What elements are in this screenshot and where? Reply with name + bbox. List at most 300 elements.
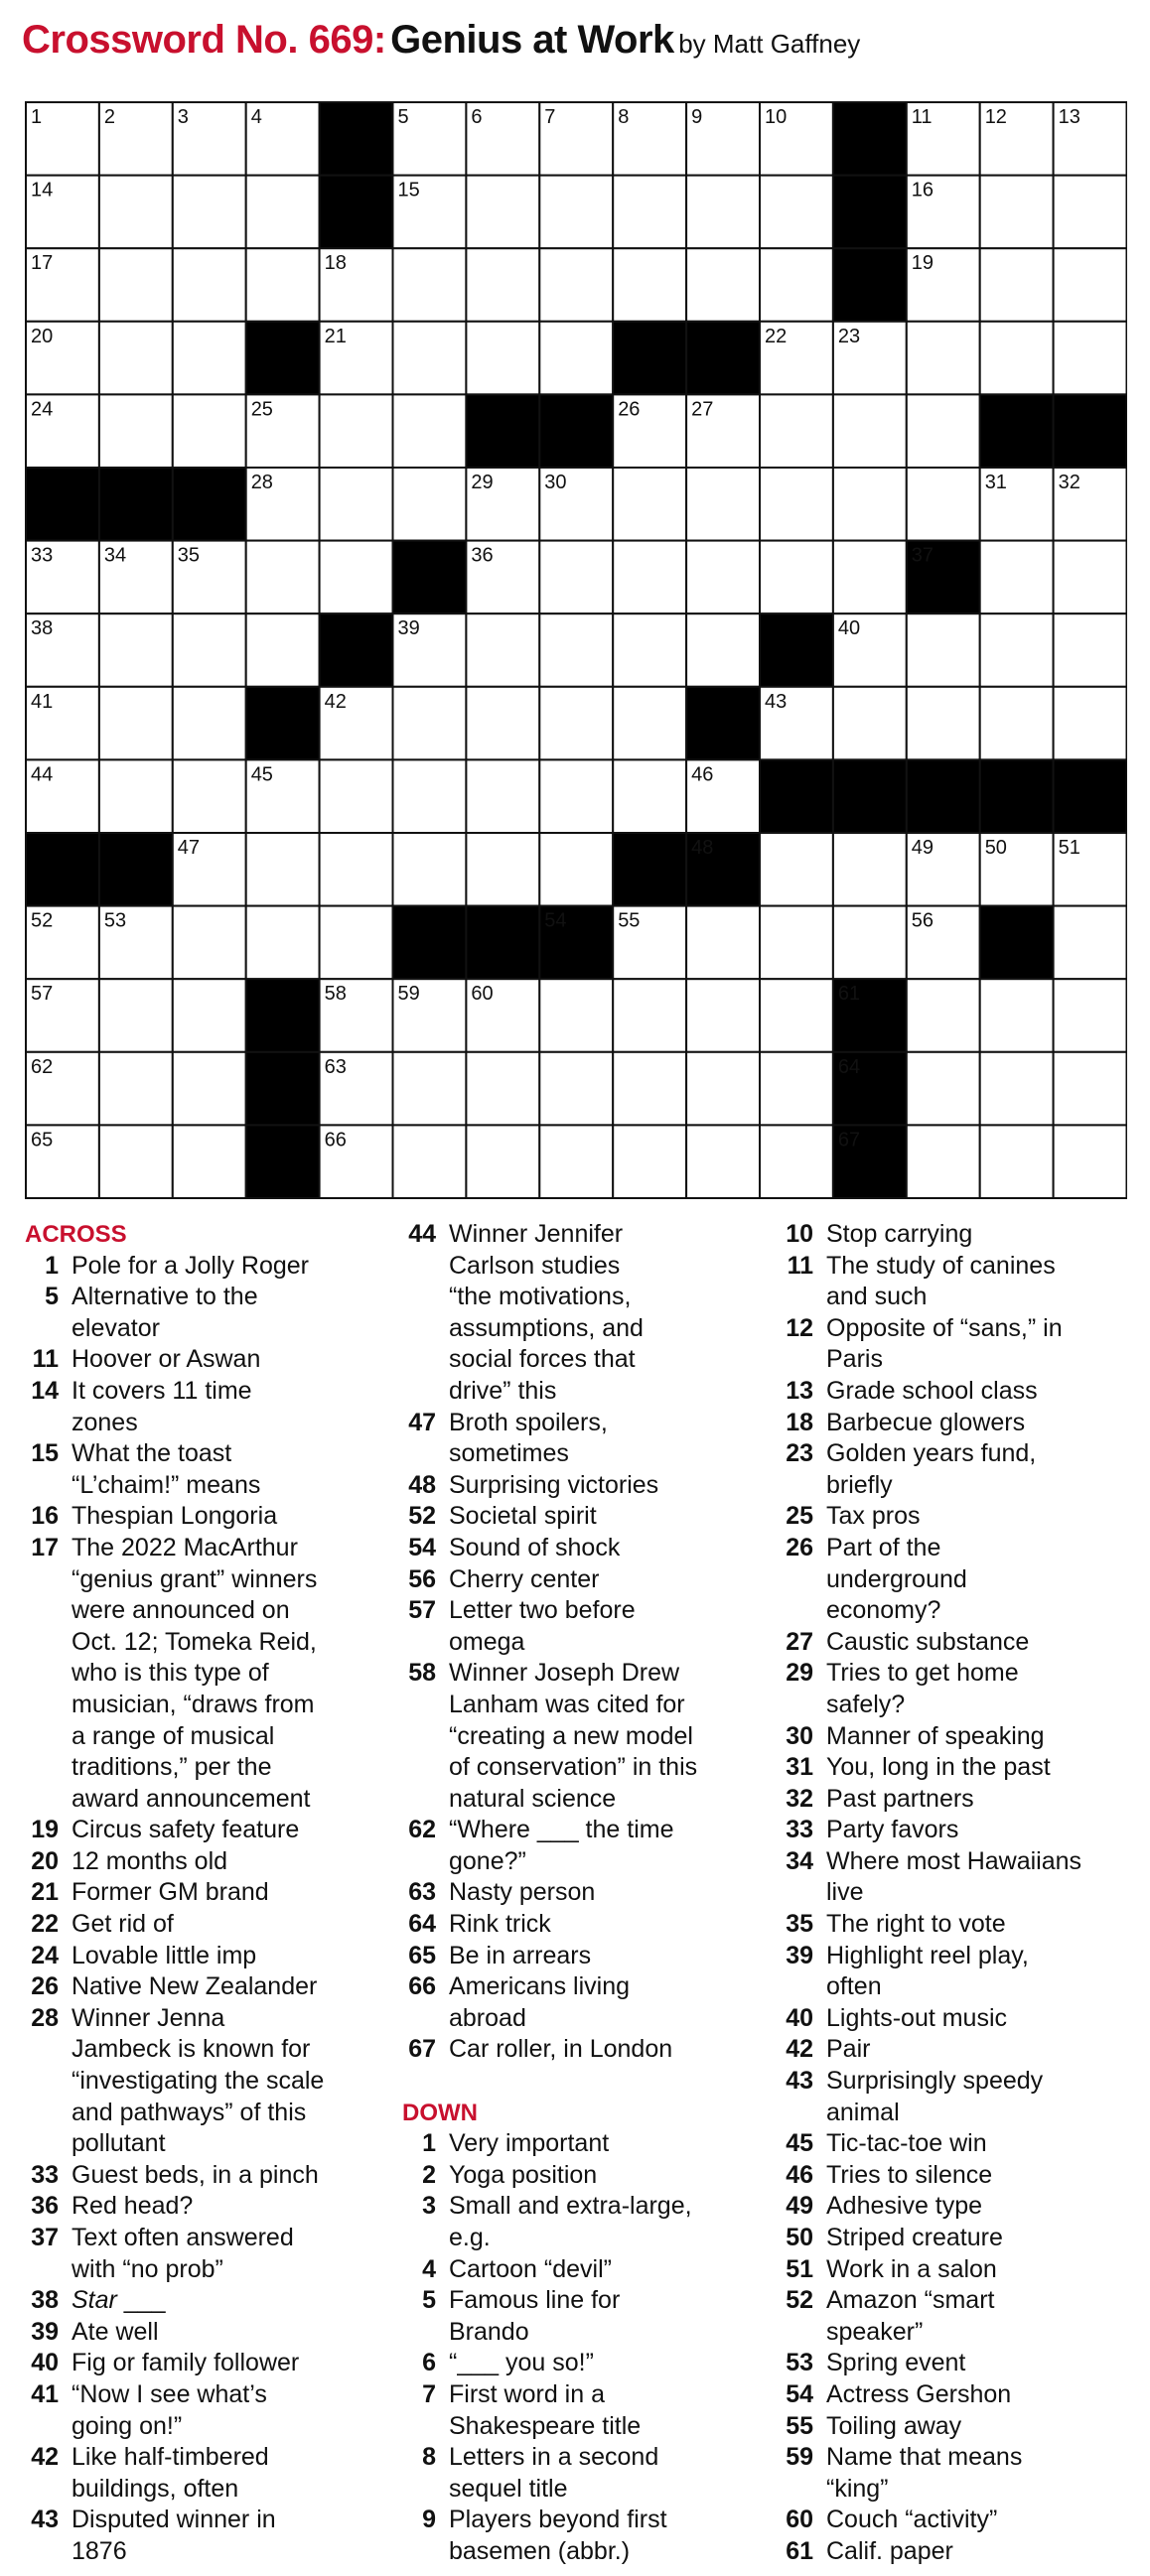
clue <box>780 1941 1145 2003</box>
grid-cell[interactable] <box>466 176 539 249</box>
grid-cell[interactable] <box>99 394 173 468</box>
clue-text-line <box>72 1721 392 1753</box>
clue <box>25 1344 392 1376</box>
grid-cell[interactable] <box>613 979 686 1052</box>
grid-cell[interactable] <box>173 322 246 395</box>
clue-text-line <box>72 1941 392 1972</box>
clue <box>25 2442 392 2505</box>
grid-cell[interactable] <box>320 906 393 980</box>
clue-line-text: basemen (abbr.) <box>449 2536 631 2565</box>
clue-text-line <box>449 1313 770 1345</box>
grid-cell[interactable] <box>760 176 833 249</box>
cell-number: 5 <box>397 106 409 128</box>
clue-text-line <box>72 1815 392 1846</box>
clue-text-line <box>72 2505 392 2536</box>
clue-line-text: Broth spoilers, <box>449 1408 608 1436</box>
grid-cell[interactable] <box>99 1125 173 1198</box>
clue <box>25 2505 392 2567</box>
grid-cell[interactable] <box>99 759 173 833</box>
clue-text-line <box>449 1815 770 1846</box>
clue-number: 29 <box>786 1659 813 1688</box>
clue-text-line <box>449 1971 770 2003</box>
grid-cell[interactable] <box>980 322 1054 395</box>
grid-cell[interactable] <box>613 1052 686 1126</box>
clue-text-line <box>449 1658 770 1690</box>
grid-cell[interactable] <box>99 687 173 760</box>
clue-text-line <box>72 1438 392 1470</box>
clue <box>25 2003 392 2160</box>
grid-cell[interactable] <box>173 1125 246 1198</box>
grid-cell[interactable] <box>173 759 246 833</box>
clue-text-line <box>826 1313 1145 1345</box>
clue-column-2 <box>402 1219 770 2568</box>
clue-text-line <box>449 1595 770 1627</box>
grid-cell[interactable] <box>173 979 246 1052</box>
cell-number: 46 <box>691 763 714 786</box>
clue-text-line <box>72 1877 392 1909</box>
grid-cell[interactable] <box>980 1052 1054 1126</box>
grid-cell[interactable] <box>686 176 760 249</box>
grid-cell[interactable] <box>980 1125 1054 1198</box>
clue <box>780 1784 1145 1816</box>
black-square <box>466 394 539 468</box>
clue-number: 38 <box>31 2286 59 2315</box>
cell-number: 56 <box>911 909 934 932</box>
grid-cell[interactable] <box>539 541 613 614</box>
grid-cell[interactable] <box>1054 322 1127 395</box>
clue-line-text: omega <box>449 1627 525 1656</box>
clue-text-line <box>72 1501 392 1533</box>
grid-cell[interactable] <box>613 468 686 541</box>
black-square <box>686 322 760 395</box>
grid-cell[interactable] <box>833 394 907 468</box>
clue-text-line <box>72 2254 392 2286</box>
grid-cell[interactable] <box>686 468 760 541</box>
clue-line-text: Tries to get home <box>826 1659 1019 1688</box>
grid-cell[interactable] <box>907 468 980 541</box>
clue-line-text: award announcement <box>72 1784 311 1813</box>
grid-cell[interactable] <box>466 759 539 833</box>
grid-cell[interactable] <box>907 1052 980 1126</box>
grid-cell[interactable] <box>686 541 760 614</box>
grid-cell[interactable] <box>980 687 1054 760</box>
grid-cell[interactable] <box>1054 979 1127 1052</box>
clue-text-line <box>72 1470 392 1502</box>
clue-line-text: The 2022 MacArthur <box>72 1533 298 1561</box>
clue <box>25 2379 392 2442</box>
clue-line-text: drive” this <box>449 1376 557 1405</box>
clue <box>780 2191 1145 2223</box>
grid-cell[interactable] <box>466 687 539 760</box>
grid-cell[interactable] <box>393 1052 467 1126</box>
grid-cell[interactable] <box>760 906 833 980</box>
clue-number: 47 <box>408 1408 436 1436</box>
clue-line-text: Shakespeare title <box>449 2411 642 2440</box>
black-square <box>246 1125 320 1198</box>
clue-text-line <box>826 2379 1145 2411</box>
grid-cell[interactable] <box>393 759 467 833</box>
cell-number: 9 <box>691 106 703 128</box>
grid-cell[interactable] <box>539 759 613 833</box>
clue-number: 63 <box>408 1878 436 1907</box>
clue-number: 57 <box>408 1596 436 1625</box>
clue-number: 25 <box>786 1502 813 1531</box>
grid-cell[interactable] <box>539 613 613 687</box>
grid-cell[interactable] <box>466 613 539 687</box>
clue-text-line <box>449 1690 770 1721</box>
clue-number: 33 <box>31 2160 59 2189</box>
cell-number: 22 <box>765 325 788 347</box>
clue-text-line <box>449 1470 770 1502</box>
grid-cell[interactable] <box>980 541 1054 614</box>
clue-text-line <box>449 1752 770 1784</box>
grid-cell[interactable] <box>246 248 320 322</box>
clue-line-text: Golden years fund, <box>826 1439 1037 1468</box>
grid-cell[interactable] <box>539 833 613 906</box>
grid-cell[interactable] <box>466 1125 539 1198</box>
grid-cell[interactable] <box>833 833 907 906</box>
clue-text-line <box>826 1408 1145 1439</box>
grid-cell[interactable] <box>760 1052 833 1126</box>
grid-cell[interactable] <box>613 1125 686 1198</box>
clue-line-text: Manner of speaking <box>826 1721 1045 1750</box>
grid-cell[interactable] <box>393 248 467 322</box>
grid-cell[interactable] <box>246 176 320 249</box>
clue <box>402 2128 770 2160</box>
clue-text-line <box>449 2442 770 2474</box>
clue-text-line <box>826 2536 1145 2568</box>
clue-text-line <box>826 1376 1145 1408</box>
grid-cell[interactable] <box>393 322 467 395</box>
clue-number: 1 <box>422 2129 436 2158</box>
clue <box>402 2442 770 2505</box>
clue-text-line <box>72 2160 392 2192</box>
grid-cell[interactable] <box>320 394 393 468</box>
grid-cell[interactable] <box>393 468 467 541</box>
clue <box>780 2223 1145 2254</box>
clue-number: 17 <box>31 1533 59 1561</box>
clue-text-line <box>449 1438 770 1470</box>
grid-cell[interactable] <box>907 1125 980 1198</box>
grid-cell[interactable] <box>246 613 320 687</box>
clue-number: 42 <box>786 2035 813 2064</box>
clue-line-text: Carlson studies <box>449 1251 621 1280</box>
grid-cell[interactable] <box>686 613 760 687</box>
grid-cell[interactable] <box>393 1125 467 1198</box>
clue-line-text: often <box>826 1972 882 2001</box>
grid-cell[interactable] <box>99 979 173 1052</box>
clue-line-text: were announced on <box>72 1596 290 1625</box>
grid-cell[interactable] <box>99 248 173 322</box>
clue-line-text: Tic-tac-toe win <box>826 2129 987 2158</box>
cell-number: 3 <box>177 106 189 128</box>
clue-line-text: and such <box>826 1283 928 1311</box>
clue-text-line <box>72 1533 392 1564</box>
clue-text-line <box>72 2379 392 2411</box>
clue-text-line <box>449 1344 770 1376</box>
clue-line-text: pollutant <box>72 2129 166 2158</box>
clue-line-text: Alternative to the <box>72 1283 258 1311</box>
grid-cell[interactable] <box>686 979 760 1052</box>
clue-number: 61 <box>786 2536 813 2565</box>
clue-line-text: The study of canines <box>826 1251 1056 1280</box>
clue-line-text: 12 months old <box>72 1846 228 1875</box>
clue-number: 34 <box>786 1846 813 1875</box>
grid-cell[interactable] <box>539 248 613 322</box>
clue-number: 35 <box>786 1910 813 1939</box>
cell-number: 29 <box>471 472 494 493</box>
clue-text-line <box>449 2254 770 2286</box>
grid-cell[interactable] <box>907 687 980 760</box>
clue-text-line <box>72 1909 392 1941</box>
grid-cell[interactable] <box>907 613 980 687</box>
grid-cell[interactable] <box>99 176 173 249</box>
black-square <box>539 394 613 468</box>
clue-line-text: traditions,” per the <box>72 1753 272 1782</box>
cell-number: 25 <box>250 398 273 421</box>
grid-cell[interactable] <box>760 833 833 906</box>
grid-cell[interactable] <box>320 833 393 906</box>
clue-text-line <box>72 2474 392 2506</box>
clue-text-line <box>449 1564 770 1596</box>
grid-cell[interactable] <box>173 906 246 980</box>
grid-cell[interactable] <box>466 322 539 395</box>
clue-line-text: with “no prob” <box>72 2254 223 2283</box>
black-square <box>833 248 907 322</box>
cell-number: 61 <box>837 983 861 1006</box>
clue-number: 45 <box>786 2129 813 2158</box>
grid-cell[interactable] <box>173 613 246 687</box>
grid-cell[interactable] <box>907 322 980 395</box>
clue-line-text: zones <box>72 1408 138 1436</box>
grid-cell[interactable] <box>99 1052 173 1126</box>
grid-cell[interactable] <box>833 906 907 980</box>
grid-cell[interactable] <box>760 541 833 614</box>
clue-line-text: briefly <box>826 1470 893 1499</box>
grid-cell[interactable] <box>907 979 980 1052</box>
grid-cell[interactable] <box>980 176 1054 249</box>
grid-cell[interactable] <box>173 248 246 322</box>
clue-text-line <box>826 2128 1145 2160</box>
grid-cell[interactable] <box>1054 176 1127 249</box>
clue-number: 20 <box>31 1846 59 1875</box>
grid-cell[interactable] <box>613 541 686 614</box>
grid-cell[interactable] <box>1054 1125 1127 1198</box>
black-square <box>980 759 1054 833</box>
clue <box>780 2348 1145 2379</box>
clue <box>402 2191 770 2253</box>
grid-cell[interactable] <box>760 394 833 468</box>
clue-line-text: Winner Joseph Drew <box>449 1659 680 1688</box>
clue-text-line <box>72 1564 392 1596</box>
grid-cell[interactable] <box>1054 613 1127 687</box>
grid-cell[interactable] <box>833 687 907 760</box>
clue-text-line <box>826 1564 1145 1596</box>
grid-cell[interactable] <box>1054 906 1127 980</box>
grid-cell[interactable] <box>833 468 907 541</box>
clue-line-text: Letter two before <box>449 1596 636 1625</box>
clue <box>780 2505 1145 2536</box>
grid-cell[interactable] <box>1054 1052 1127 1126</box>
grid-cell[interactable] <box>539 176 613 249</box>
clue <box>780 2536 1145 2568</box>
clue-line-text: Stop carrying <box>826 1220 973 1248</box>
black-square <box>833 759 907 833</box>
grid-cell[interactable] <box>980 613 1054 687</box>
clue-line-text: who is this type of <box>72 1659 269 1688</box>
grid-cell[interactable] <box>393 687 467 760</box>
clue-text-line <box>826 1846 1145 1878</box>
clue-italic-text: Star <box>72 2286 117 2315</box>
cell-number: 10 <box>765 106 788 128</box>
grid-cell[interactable] <box>613 176 686 249</box>
clue-text-line <box>449 1909 770 1941</box>
clue-text-line <box>449 1376 770 1408</box>
grid-cell[interactable] <box>833 541 907 614</box>
clue-text-line <box>449 1721 770 1753</box>
grid-cell[interactable] <box>539 687 613 760</box>
clue <box>25 1282 392 1344</box>
cell-number: 52 <box>31 909 54 932</box>
grid-cell[interactable] <box>173 687 246 760</box>
black-square <box>246 979 320 1052</box>
grid-cell[interactable] <box>393 394 467 468</box>
grid-cell[interactable] <box>539 1052 613 1126</box>
clue-line-text: “___ you so!” <box>449 2349 594 2377</box>
clue-line-text: Oct. 12; Tomeka Reid, <box>72 1627 317 1656</box>
cell-number: 7 <box>544 106 556 128</box>
clue <box>25 1846 392 1878</box>
clue-line-text: Circus safety feature <box>72 1816 300 1844</box>
clue-number: 39 <box>786 1941 813 1969</box>
clue-line-text: Small and extra-large, <box>449 2192 692 2221</box>
grid-cell[interactable] <box>320 759 393 833</box>
clue-line-text: Like half-timbered <box>72 2443 269 2472</box>
grid-cell[interactable] <box>686 906 760 980</box>
clue-line-text: social forces that <box>449 1345 636 1374</box>
grid-cell[interactable] <box>246 906 320 980</box>
clue-number: 66 <box>408 1972 436 2001</box>
clue <box>402 1971 770 2034</box>
clue <box>402 1815 770 1877</box>
grid-cell[interactable] <box>613 759 686 833</box>
grid-cell[interactable] <box>539 979 613 1052</box>
clue-number: 53 <box>786 2349 813 2377</box>
clue-text-line <box>449 1941 770 1972</box>
grid-cell[interactable] <box>539 1125 613 1198</box>
grid-cell[interactable] <box>686 248 760 322</box>
grid-cell[interactable] <box>466 833 539 906</box>
clue <box>25 1909 392 1941</box>
clue-text-line <box>72 1595 392 1627</box>
grid-cell[interactable] <box>760 979 833 1052</box>
grid-cell[interactable] <box>466 248 539 322</box>
cell-number: 33 <box>31 544 54 567</box>
grid-cell[interactable] <box>539 322 613 395</box>
grid-cell[interactable] <box>466 1052 539 1126</box>
clue-text-line <box>72 1784 392 1816</box>
clue-line-text: 1876 <box>72 2536 127 2565</box>
clue-number: 2 <box>422 2160 436 2189</box>
cell-number: 44 <box>31 763 54 786</box>
grid-cell[interactable] <box>246 541 320 614</box>
clue-line-text: Players beyond first <box>449 2506 667 2534</box>
clue-line-text: Fig or family follower <box>72 2349 300 2377</box>
clue-line-text: Letters in a second <box>449 2443 659 2472</box>
clue-line-text: Famous line for <box>449 2286 621 2315</box>
clue-text-line <box>826 2098 1145 2129</box>
clue-line-text: Lights-out music <box>826 2003 1008 2032</box>
clue-line-text: a range of musical <box>72 1721 275 1750</box>
cell-number: 54 <box>544 909 567 932</box>
grid-cell[interactable] <box>760 468 833 541</box>
grid-cell[interactable] <box>99 613 173 687</box>
grid-cell[interactable] <box>613 687 686 760</box>
cell-number: 17 <box>31 252 54 275</box>
grid-cell[interactable] <box>760 1125 833 1198</box>
clue-line-text: assumptions, and <box>449 1313 644 1342</box>
cell-number: 40 <box>837 617 861 640</box>
black-square <box>907 759 980 833</box>
grid-cell[interactable] <box>173 394 246 468</box>
grid-cell[interactable] <box>320 541 393 614</box>
black-square <box>613 322 686 395</box>
clue-number: 28 <box>31 2003 59 2032</box>
clue-line-text: Surprising victories <box>449 1470 659 1499</box>
clue-line-text: live <box>826 1878 864 1907</box>
grid-cell[interactable] <box>99 322 173 395</box>
grid-cell[interactable] <box>393 833 467 906</box>
cell-number: 20 <box>31 325 54 347</box>
clue <box>780 1438 1145 1501</box>
grid-cell[interactable] <box>1054 687 1127 760</box>
grid-cell[interactable] <box>320 468 393 541</box>
grid-cell[interactable] <box>686 1125 760 1198</box>
grid-cell[interactable] <box>613 613 686 687</box>
clue-line-text: Caustic substance <box>826 1627 1030 1656</box>
clue <box>25 1941 392 1972</box>
grid-cell[interactable] <box>173 176 246 249</box>
black-square <box>26 468 99 541</box>
grid-cell[interactable] <box>980 979 1054 1052</box>
grid-cell[interactable] <box>686 1052 760 1126</box>
cell-number: 27 <box>691 398 714 421</box>
clue-text-line <box>72 1690 392 1721</box>
clue-column-1 <box>25 1219 392 2568</box>
grid-cell[interactable] <box>613 248 686 322</box>
grid-cell[interactable] <box>246 833 320 906</box>
grid-cell[interactable] <box>173 1052 246 1126</box>
clue-line-text: Jambeck is known for <box>72 2035 311 2064</box>
clue-number: 19 <box>31 1816 59 1844</box>
grid-cell[interactable] <box>1054 541 1127 614</box>
black-square <box>246 687 320 760</box>
cell-number: 43 <box>765 690 788 713</box>
clue-number: 48 <box>408 1470 436 1499</box>
grid-cell[interactable] <box>760 248 833 322</box>
cell-number: 4 <box>250 106 262 128</box>
clue <box>780 1219 1145 1251</box>
grid-cell[interactable] <box>907 394 980 468</box>
clue-line-text: and pathways” of this <box>72 2098 307 2126</box>
clue-text-line <box>449 1846 770 1878</box>
grid-cell[interactable] <box>1054 248 1127 322</box>
cell-number: 21 <box>324 325 347 347</box>
grid-cell[interactable] <box>980 248 1054 322</box>
cell-number: 12 <box>984 106 1007 128</box>
clue <box>402 2160 770 2192</box>
clue <box>402 2254 770 2286</box>
